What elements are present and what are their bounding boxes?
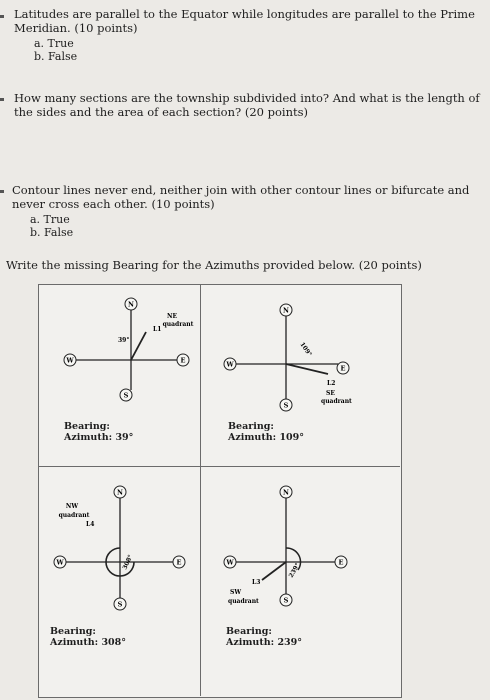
panel-1-azimuth: Azimuth: 39°	[64, 432, 134, 443]
quadrant-number: L2	[327, 380, 336, 387]
compass-diagram-nw	[38, 466, 200, 696]
compass-e: E	[340, 364, 346, 373]
panel-1-bearing: Bearing:	[64, 421, 110, 432]
quadrant-word: quadrant	[162, 321, 194, 328]
bullet-mark	[0, 190, 4, 193]
compass-w: W	[56, 558, 64, 567]
quadrant-word: quadrant	[321, 398, 352, 405]
question-1-option-b[interactable]: b. False	[34, 50, 78, 63]
panel-3-bearing: Bearing:	[50, 626, 96, 637]
question-1-line-1: Latitudes are parallel to the Equator while longitudes are parallel to the Prime	[14, 7, 475, 21]
question-4: Write the missing Bearing for the Azimuths provided below. (20 points)	[6, 258, 422, 272]
compass-n: N	[117, 488, 123, 497]
question-2-line-1: How many sections are the township subdivided into? And what is the length of	[14, 91, 480, 105]
quadrant-name: SW	[230, 589, 242, 596]
bullet-mark	[0, 15, 4, 18]
quadrant-word: quadrant	[228, 598, 259, 605]
compass-w: W	[66, 356, 74, 365]
compass-s: S	[123, 391, 129, 400]
quadrant-name: NW	[65, 503, 79, 510]
angle-label: 39°	[118, 337, 130, 344]
bullet-mark	[0, 98, 4, 101]
compass-w: W	[226, 360, 234, 369]
quadrant-name: NE	[166, 313, 178, 320]
question-1-line-2: Meridian. (10 points)	[14, 21, 138, 35]
angle-label: 239°	[287, 562, 302, 579]
question-3-option-a[interactable]: a. True	[30, 213, 70, 226]
question-3-line-1: Contour lines never end, neither join with other contour lines or bifurcate and	[12, 183, 470, 197]
panel-4-azimuth: Azimuth: 239°	[226, 637, 303, 648]
quadrant-number: L3	[252, 579, 261, 586]
panel-4-bearing: Bearing:	[226, 626, 272, 637]
question-1-option-a[interactable]: a. True	[34, 37, 74, 50]
angle-label: 109°	[298, 341, 314, 358]
compass-e: E	[176, 558, 182, 567]
panel-2-bearing: Bearing:	[228, 421, 274, 432]
compass-n: N	[128, 300, 134, 309]
compass-e: E	[180, 356, 186, 365]
panel-3-azimuth: Azimuth: 308°	[50, 637, 127, 648]
quadrant-number: L1	[153, 326, 162, 333]
compass-s: S	[283, 596, 289, 605]
compass-s: S	[117, 600, 123, 609]
compass-e: E	[338, 558, 344, 567]
quadrant-number: L4	[86, 521, 95, 528]
compass-n: N	[283, 306, 289, 315]
question-3-option-b[interactable]: b. False	[30, 226, 74, 239]
compass-diagram-sw	[200, 466, 400, 696]
quadrant-name: SE	[326, 390, 335, 397]
quadrant-word: quadrant	[58, 512, 90, 519]
question-3-line-2: never cross each other. (10 points)	[12, 197, 215, 211]
compass-w: W	[226, 558, 234, 567]
panel-2-azimuth: Azimuth: 109°	[228, 432, 305, 443]
angle-label: 308°	[121, 553, 135, 571]
compass-s: S	[283, 401, 289, 410]
question-2-line-2: the sides and the area of each section? (20 points)	[14, 105, 308, 119]
compass-n: N	[283, 488, 289, 497]
